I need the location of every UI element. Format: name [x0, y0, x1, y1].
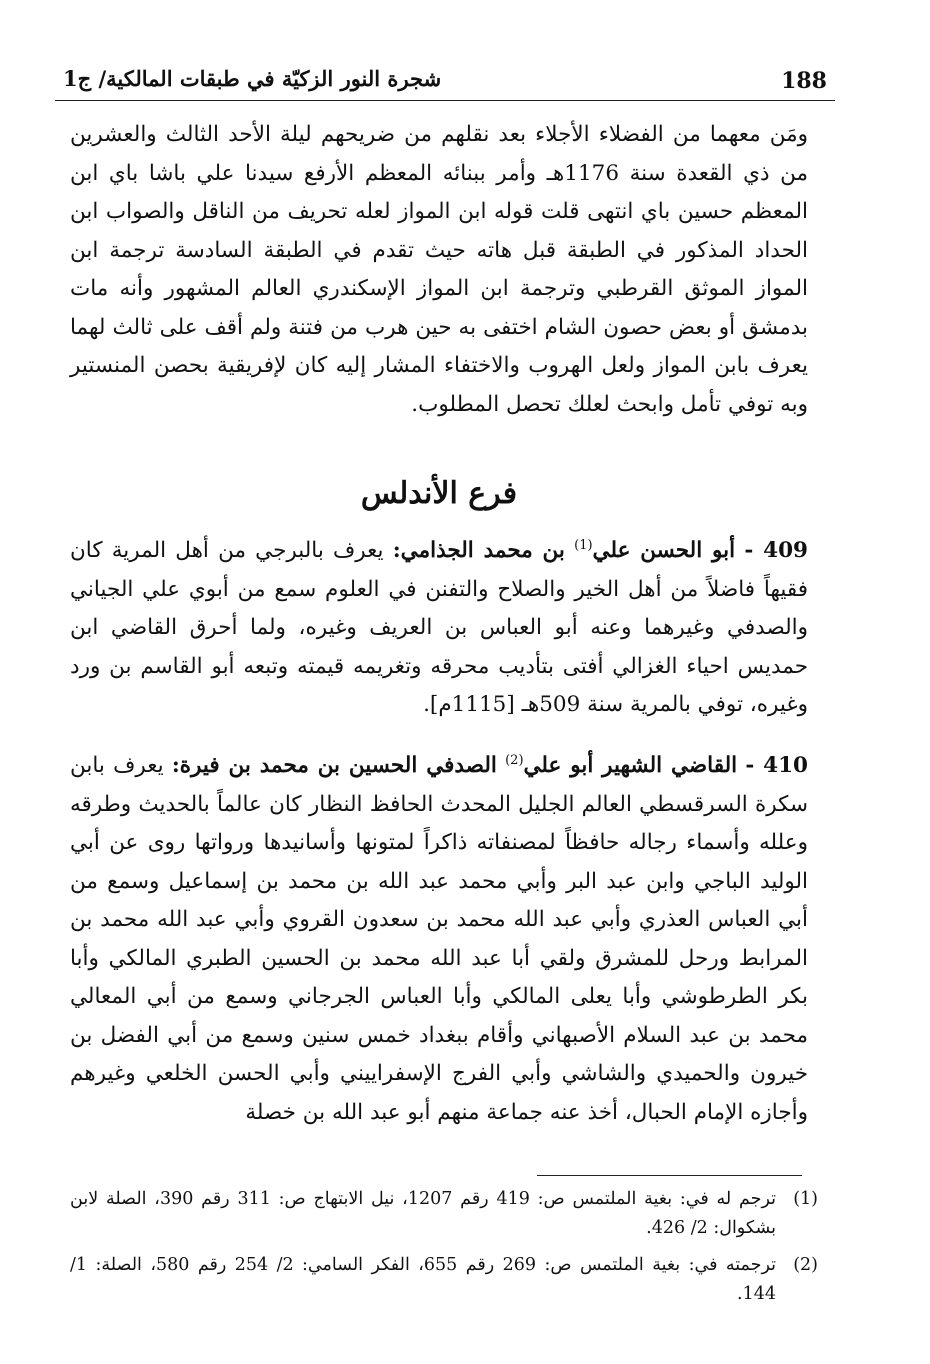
page-header — [55, 62, 835, 101]
footnote-reference[interactable]: (2) — [505, 752, 524, 768]
entry-name-continued: الصدفي الحسين بن محمد بن فيرة: — [171, 753, 497, 778]
footnote-text: ترجمته في: بغية الملتمس ص: 269 رقم 655، الفكر السامي: 2/ 254 رقم 580، الصلة: 1/ 144. — [70, 1255, 776, 1304]
entry-409 — [70, 532, 808, 725]
entry-name: القاضي الشهير أبو علي — [523, 753, 738, 778]
footnote — [70, 1185, 818, 1243]
entry-410 — [70, 747, 808, 1132]
entry-text: يعرف بابن سكرة السرقسطي العالم الجليل المحدث الحافظ النظار كان عالماً بالحديث وطرقه وعلله وأسماء رجاله حافظاً لمصنفاته ذاكراً لمتونها وأسانيدها ورواتها روى عن أبي الوليد الباجي وابن عبد البر وأبي محمد عبد الله بن محمد بن إسماعيل وسمع من أبي العباس العذري وأبي عبد الله محمد بن سعدون القروي وأبي عبد الله محمد بن المرابط ورحل للمشرق ولقي أبا عبد الله محمد بن الحسين الطبري المالكي وأبا بكر الطرطوشي وأبا يعلى المالكي وأبا العباس الجرجاني وسمع من أبي المعالي محمد بن عبد السلام الأصبهاني وأقام ببغداد خمس سنين وسمع من أبي الفضل بن خيرون والحميدي والشاشي وأبي الفرج الإسفراييني وأبي الحسن الخلعي وغيرهم وأجازه الإمام الحبال، أخذ عنه جماعة منهم أبو عبد الله بن خصلة — [70, 753, 808, 1125]
entry-name: أبو الحسن علي — [592, 538, 736, 563]
footnote-divider — [537, 1175, 802, 1176]
footnote-reference[interactable]: (1) — [574, 537, 593, 553]
intro-paragraph: ومَن معهما من الفضلاء الأجلاء بعد نقلهم من ضريحهم ليلة الأحد الثالث والعشرين من ذي القعدة سنة 1176هـ وأمر ببنائه المعظم الأرفع سيدنا علي باشا باي ابن المعظم حسين باي انتهى قلت قوله ابن المواز لعله تحريف من الناقل والصواب ابن الحداد المذكور في الطبقة قبل هاته حيث تقدم في الطبقة السادسة ترجمة ابن المواز الموثق القرطبي وترجمة ابن المواز الإسكندري العالم المشهور وأنه مات بدمشق أو بعض حصون الشام اختفى به حين هرب من فتنة ولم أقف على ثالث لهما يعرف بابن المواز ولعل الهروب والاختفاء المشار إليه كان لإفريقية بحصن المنستير وبه توفي تأمل وابحث لعلك تحصل المطلوب. — [70, 122, 808, 417]
entry-text: يعرف بالبرجي من أهل المرية كان فقيهاً فاضلاً من أهل الخير والصلاح والتفنن في العلوم سمع من أبوي علي الجياني والصدفي وغيرهما وعنه أبو العباس بن العريف وغيره، ولما أحرق القاضي ابن حمديس احياء الغزالي أفتى بتأديب محرقه وتغريمه قيمته وتبعه أبو القاسم بن ورد وغيره، توفي بالمرية سنة 509هـ [1115م]. — [70, 538, 808, 717]
footnote — [70, 1251, 818, 1309]
footnote-mark: (1) — [793, 1189, 818, 1209]
footnote-mark: (2) — [793, 1255, 818, 1275]
entry-number: 410 - — [745, 753, 809, 778]
section-title: فرع الأندلس — [360, 476, 518, 511]
page-number: 188 — [781, 68, 827, 94]
entry-name-continued: بن محمد الجذامي: — [392, 538, 565, 563]
running-title: شجرة النور الزكيّة في طبقات المالكية/ ج1 — [63, 66, 442, 91]
footnote-text: ترجم له في: بغية الملتمس ص: 419 رقم 1207، نيل الابتهاج ص: 311 رقم 390، الصلة لابن بشكوال: 2/ 426. — [70, 1189, 777, 1238]
entry-number: 409 - — [744, 538, 808, 563]
footnotes — [70, 1185, 818, 1317]
